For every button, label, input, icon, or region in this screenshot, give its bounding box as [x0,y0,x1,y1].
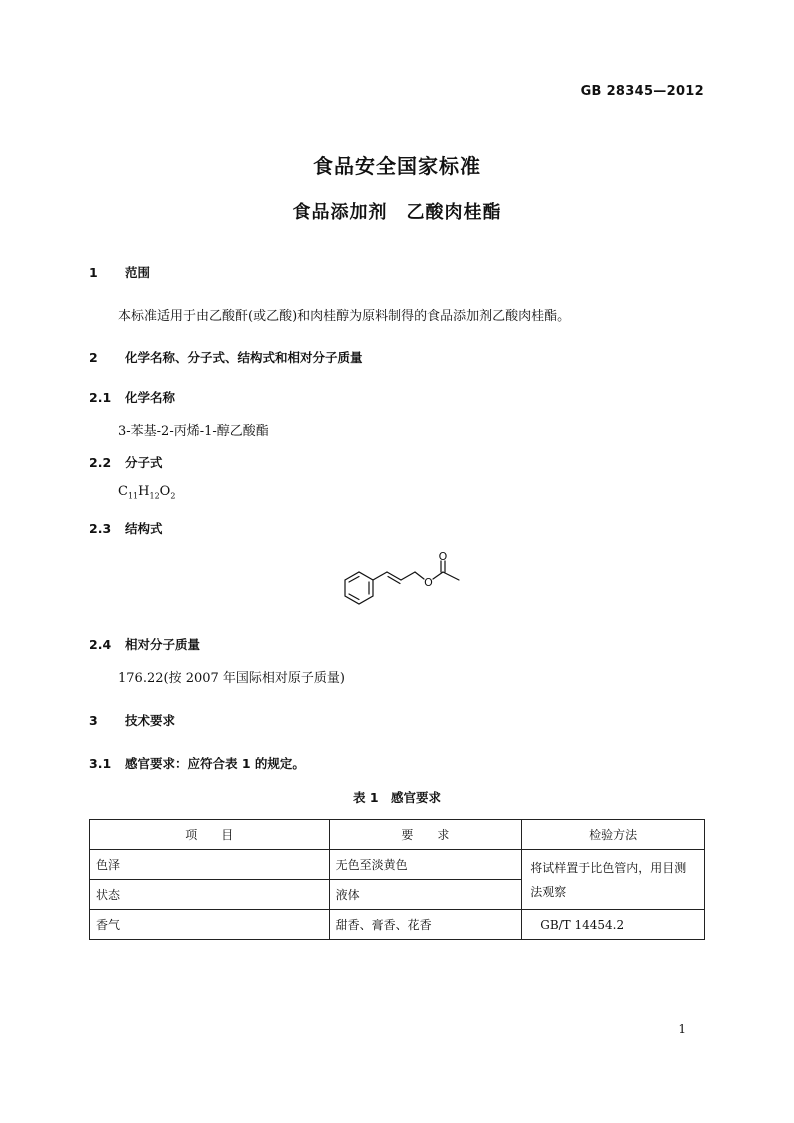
section-number: 3.1 [89,756,112,771]
molecular-weight: 176.22(按 2007 年国际相对原子质量) [118,671,345,686]
section-number: 2.2 [89,455,112,470]
section-number: 1 [89,265,98,280]
table-row [90,850,705,880]
section-title: 结构式 [125,521,163,536]
section-title: 范围 [125,265,151,280]
table-cell-item: 状态 [90,880,330,910]
bond [401,572,415,580]
bond [433,572,443,579]
section-2-1-heading [89,388,175,406]
table-header-method: 检验方法 [522,820,705,850]
section-3-heading [89,711,175,729]
standard-code: GB 28345—2012 [580,84,704,99]
section-title: 化学名称 [125,390,176,405]
table-cell-method: GB/T 14454.2 [522,910,705,940]
section-number: 2.4 [89,637,112,652]
section-number: 2 [89,350,98,365]
table-cell-item: 香气 [90,910,330,940]
bond [387,572,401,580]
document-subtitle: 食品添加剂 乙酸肉桂酯 [292,202,502,223]
section-2-2-heading [89,453,163,471]
section-1-text: 本标准适用于由乙酸酐(或乙酸)和肉桂醇为原料制得的食品添加剂乙酸肉桂酯。 [118,309,571,324]
section-number: 3 [89,713,98,728]
table-caption: 表 1 感官要求 [352,790,442,805]
table-cell-requirement: 液体 [329,880,522,910]
section-2-4-heading [89,635,200,653]
structural-formula-diagram [327,548,467,618]
chemical-name: 3-苯基-2-丙烯-1-醇乙酸酯 [118,424,269,439]
section-1-heading [89,263,150,281]
table-header-row [90,820,705,850]
section-number: 2.3 [89,521,112,536]
sensory-requirements-table [89,819,705,940]
molecular-formula: $C_{11}H_{12}O_2$ [118,484,176,501]
section-number: 2.1 [89,390,112,405]
table-row [90,910,705,940]
section-title: 相对分子质量 [125,637,201,652]
table-cell-requirement: 甜香、膏香、花香 [329,910,522,940]
carbonyl-oxygen-label: O [438,550,448,563]
bond [415,572,424,579]
document-title: 食品安全国家标准 [313,154,481,178]
table-cell-item: 色泽 [90,850,330,880]
section-2-heading [89,348,363,366]
page-number: 1 [678,1022,686,1036]
bond [373,572,387,580]
section-title: 技术要求 [125,713,176,728]
ester-oxygen-label: O [424,576,433,589]
alkene-double-bond [388,577,400,584]
section-title: 化学名称、分子式、结构式和相对分子质量 [125,350,363,365]
bond [443,572,459,580]
section-title: 感官要求：应符合表 1 的规定。 [125,756,305,771]
table-header-requirement: 要 求 [329,820,522,850]
table-cell-method-merged: 将试样置于比色管内，用目测法观察 [522,850,705,910]
section-2-3-heading [89,519,163,537]
section-3-1-heading [89,754,305,772]
section-title: 分子式 [125,455,163,470]
table-header-item: 项 目 [90,820,330,850]
table-cell-requirement: 无色至淡黄色 [329,850,522,880]
